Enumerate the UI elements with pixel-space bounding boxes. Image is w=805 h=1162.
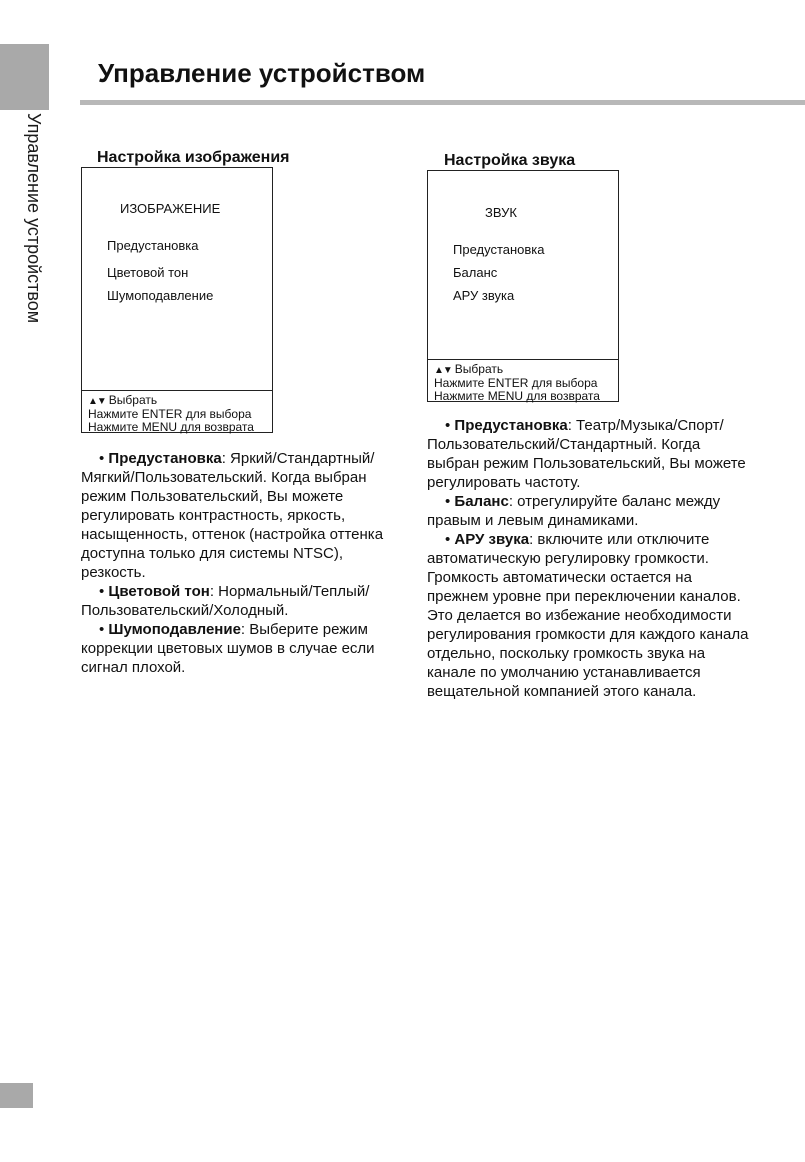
picture-item-color-tone: • Цветовой тон: Нормальный/Теплый/ Пользовательский/Холодный.: [81, 583, 370, 619]
sound-menu-item-balance[interactable]: Баланс: [453, 265, 498, 280]
item-text: : Выберите режим коррекции цветовых шумов в случае если сигнал плохой.: [81, 621, 375, 676]
sound-menu-item-agc[interactable]: АРУ звука: [453, 288, 515, 303]
sound-menu-footer: [428, 359, 618, 403]
up-down-arrows-icon: ▲▼: [88, 396, 106, 407]
sound-menu-heading: ЗВУК: [485, 205, 517, 220]
title-divider: [80, 100, 805, 105]
item-term: Предустановка: [454, 417, 568, 434]
item-term: Шумоподавление: [108, 621, 241, 638]
footer-enter-hint: Нажмите ENTER для выбора: [88, 407, 252, 421]
item-text: : Яркий/Стандартный/ Мягкий/Пользовательский. Когда выбран режим Пользовательский, Вы можете регулировать контрастность, яркость, насыщенность, оттенок (настройка оттенка доступна только для системы NTSC), резкость.: [81, 450, 384, 581]
picture-menu-heading: ИЗОБРАЖЕНИЕ: [120, 201, 221, 216]
sound-description: [427, 416, 749, 701]
picture-description: [81, 449, 403, 677]
item-term: АРУ звука: [454, 531, 530, 548]
item-text: : включите или отключите автоматическую регулировку громкости. Громкость автоматически остается на прежнем уровне при переключении каналов. Это делается во избежание необходимости регулирования громкости для каждого канала отдельно, поскольку громкость звука на канале по умолчанию устанавливается вещательной компанией этого канала.: [427, 531, 749, 700]
side-tab-bottom: [0, 1083, 33, 1108]
picture-menu-box: [81, 167, 273, 433]
item-text: : Нормальный/Теплый/ Пользовательский/Холодный.: [81, 583, 370, 619]
sound-menu-item-preset[interactable]: Предустановка: [453, 242, 545, 257]
sound-item-preset: • Предустановка: Театр/Музыка/Спорт/ Пользовательский/Стандартный. Когда выбран режим Пользовательский, Вы можете регулировать частоту.: [427, 417, 746, 491]
footer-select-hint: Выбрать: [108, 393, 158, 407]
item-term: Предустановка: [108, 450, 222, 467]
item-text: : Театр/Музыка/Спорт/ Пользовательский/Стандартный. Когда выбран режим Пользовательский, Вы можете регулировать частоту.: [427, 417, 746, 491]
side-section-label: Управление устройством: [24, 113, 44, 324]
sound-item-agc: • АРУ звука: включите или отключите автоматическую регулировку громкости. Громкость автоматически остается на прежнем уровне при переключении каналов. Это делается во избежание необходимости регулирования громкости для каждого канала отдельно, поскольку громкость звука на канале по умолчанию устанавливается вещательной компанией этого канала.: [427, 531, 749, 700]
footer-menu-hint: Нажмите MENU для возврата: [88, 420, 254, 434]
picture-item-preset: • Предустановка: Яркий/Стандартный/ Мягкий/Пользовательский. Когда выбран режим Пользовательский, Вы можете регулировать контрастность, яркость, насыщенность, оттенок (настройка оттенка доступна только для системы NTSC), резкость.: [81, 450, 384, 581]
picture-menu-footer: [82, 390, 272, 434]
side-tab-top: [0, 44, 49, 110]
sound-item-balance: • Баланс: отрегулируйте баланс между правым и левым динамиками.: [427, 493, 721, 529]
footer-select-hint: Выбрать: [454, 362, 504, 376]
footer-enter-hint: Нажмите ENTER для выбора: [434, 376, 598, 390]
page-title: Управление устройством: [98, 58, 426, 88]
picture-menu-item-preset[interactable]: Предустановка: [107, 238, 199, 253]
picture-section-title: Настройка изображения: [97, 149, 290, 166]
picture-item-noise-reduction: • Шумоподавление: Выберите режим коррекции цветовых шумов в случае если сигнал плохой.: [81, 621, 375, 676]
picture-menu-item-color-tone[interactable]: Цветовой тон: [107, 265, 189, 280]
item-term: Цветовой тон: [108, 583, 210, 600]
sound-section-title: Настройка звука: [444, 152, 576, 169]
item-term: Баланс: [454, 493, 509, 510]
item-text: : отрегулируйте баланс между правым и левым динамиками.: [427, 493, 721, 529]
up-down-arrows-icon: ▲▼: [434, 365, 452, 376]
footer-menu-hint: Нажмите MENU для возврата: [434, 389, 600, 403]
sound-menu-box: [427, 170, 619, 402]
picture-menu-item-noise-reduction[interactable]: Шумоподавление: [107, 288, 214, 303]
